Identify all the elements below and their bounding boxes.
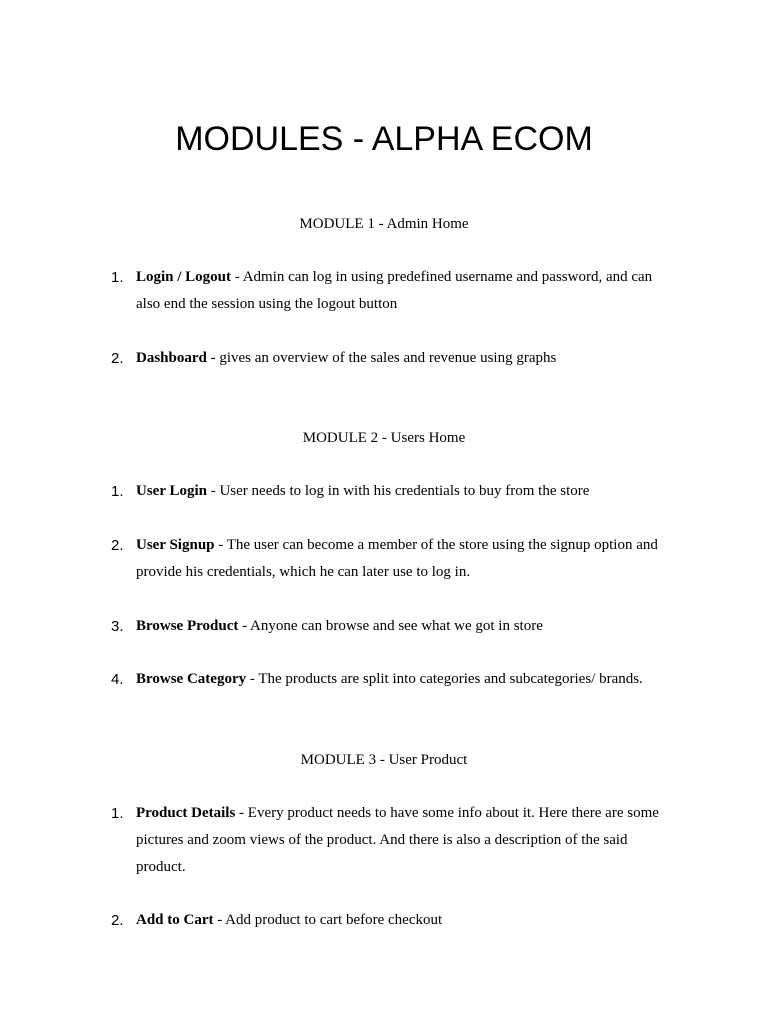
list-item-term: User Signup bbox=[136, 537, 215, 553]
list-item-text bbox=[136, 800, 666, 881]
list-item-desc: - Every product needs to have some info about it. Here there are some pictures and zoom views of the product. And there is also a description of the said product. bbox=[136, 805, 659, 875]
list-item-term: Login / Logout bbox=[136, 269, 232, 285]
document-title: MODULES - ALPHA ECOM bbox=[175, 120, 593, 158]
list-item-number: 2. bbox=[111, 912, 124, 929]
list-item-number: 2. bbox=[111, 537, 124, 554]
list-item-desc: - Anyone can browse and see what we got in store bbox=[238, 618, 543, 634]
list-item-text bbox=[136, 666, 666, 693]
list-item-number: 4. bbox=[111, 671, 124, 688]
list-item-desc: - User needs to log in with his credentials to buy from the store bbox=[206, 483, 590, 499]
list-item-term: Browse Product bbox=[136, 618, 239, 634]
module-1-heading: MODULE 1 - Admin Home bbox=[299, 216, 469, 232]
list-item-desc: - gives an overview of the sales and revenue using graphs bbox=[206, 350, 557, 366]
list-item-term: Add to Cart bbox=[136, 912, 214, 928]
list-item-text bbox=[136, 532, 666, 586]
list-item-number: 1. bbox=[111, 483, 124, 500]
list-item-desc: - The user can become a member of the store using the signup option and provide his credentials, which he can later use to log in. bbox=[136, 537, 658, 580]
list-item-term: Browse Category bbox=[136, 671, 247, 687]
module-3-heading: MODULE 3 - User Product bbox=[300, 752, 468, 768]
list-item-term: User Login bbox=[136, 483, 207, 499]
list-item-desc: - Admin can log in using predefined username and password, and can also end the session using the logout button bbox=[136, 269, 653, 312]
list-item-text bbox=[136, 613, 666, 640]
list-item-term: Dashboard bbox=[136, 350, 207, 366]
list-item-term: Product Details bbox=[136, 805, 236, 821]
list-item-text bbox=[136, 907, 666, 934]
list-item-number: 1. bbox=[111, 805, 124, 822]
list-item-desc: - The products are split into categories and subcategories/ brands. bbox=[246, 671, 643, 687]
list-item-number: 1. bbox=[111, 269, 124, 286]
module-2-heading: MODULE 2 - Users Home bbox=[302, 430, 466, 446]
list-item-number: 2. bbox=[111, 350, 124, 367]
list-item-text bbox=[136, 478, 666, 505]
list-item-number: 3. bbox=[111, 618, 124, 635]
list-item-desc: - Add product to cart before checkout bbox=[213, 912, 443, 928]
list-item-text bbox=[136, 345, 666, 372]
list-item-text bbox=[136, 264, 666, 318]
